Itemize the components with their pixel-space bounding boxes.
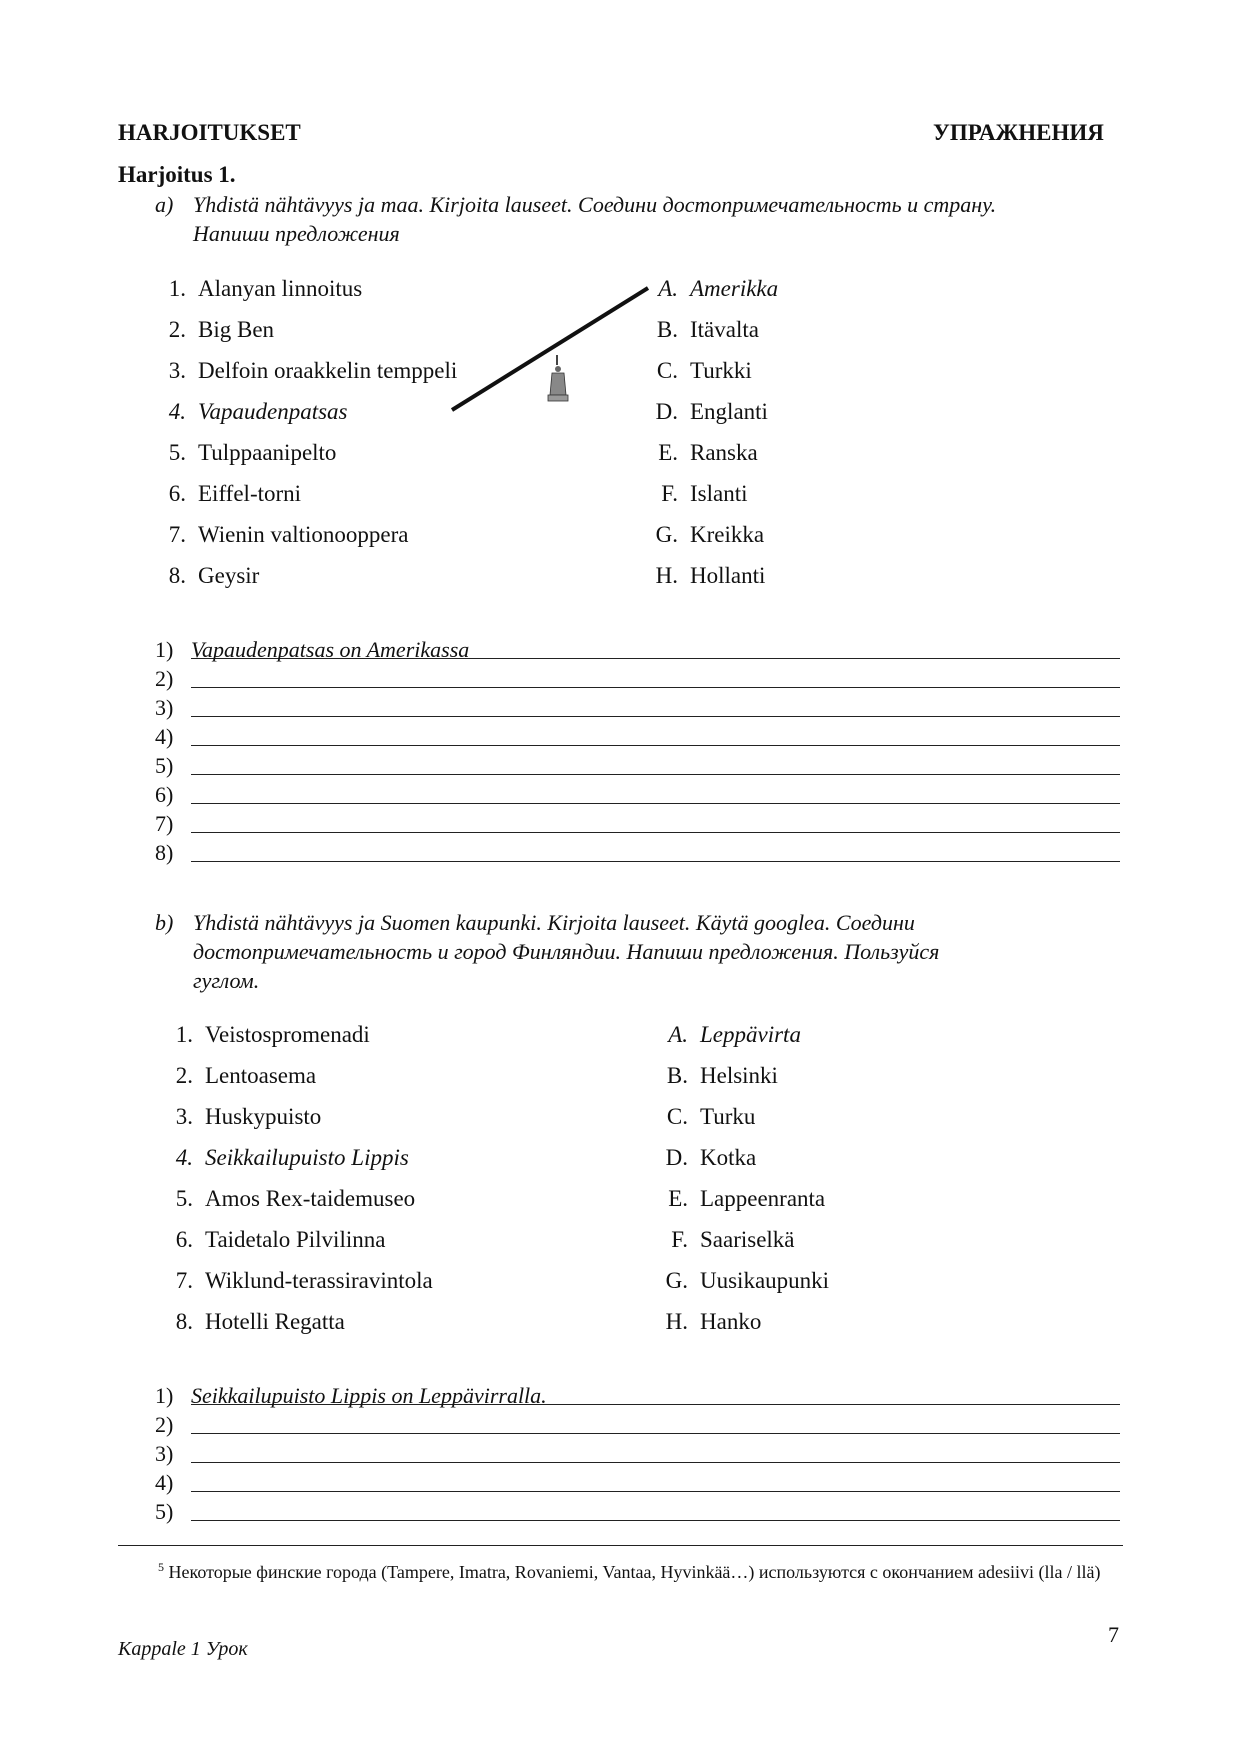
list-item: 8. Hotelli Regatta bbox=[175, 1309, 345, 1334]
footnote-divider bbox=[118, 1545, 1123, 1546]
answer-row: 6) bbox=[155, 781, 1120, 808]
list-item: E. Lappeenranta bbox=[668, 1186, 826, 1211]
part-b-sights-list bbox=[155, 1020, 655, 1348]
answer-line[interactable] bbox=[191, 839, 1120, 862]
part-a-label: a) bbox=[155, 192, 174, 217]
answer-row: 4) bbox=[155, 723, 1120, 750]
footnote bbox=[118, 1555, 1123, 1585]
footer-chapter: Kappale 1 Урок bbox=[118, 1638, 248, 1660]
list-item: C. Turkki bbox=[656, 358, 752, 383]
part-a-instruction-line1: Yhdistä nähtävyys ja maa. Kirjoita lauseet. Соедини достопримечательность и страну. bbox=[193, 192, 997, 217]
part-b-cities-list bbox=[648, 1020, 1048, 1348]
statue-of-liberty-icon bbox=[548, 355, 568, 401]
part-b-label: b) bbox=[155, 910, 174, 935]
list-item: C. Turku bbox=[666, 1104, 756, 1129]
answer-line[interactable] bbox=[191, 752, 1120, 775]
answer-line[interactable] bbox=[191, 694, 1120, 717]
part-b-instruction bbox=[155, 908, 1115, 998]
list-item: D. Englanti bbox=[655, 399, 768, 424]
answer-row: 8) bbox=[155, 839, 1120, 866]
list-item: 8. Geysir bbox=[168, 563, 260, 588]
part-a-answers bbox=[155, 636, 1125, 866]
list-item: 6. Taidetalo Pilvilinna bbox=[175, 1227, 386, 1252]
page-number: 7 bbox=[1108, 1622, 1119, 1647]
part-b-instruction-line3: гуглом. bbox=[193, 968, 260, 993]
list-item: 6. Eiffel-torni bbox=[168, 481, 302, 506]
part-a-countries-list bbox=[638, 274, 1038, 602]
header-left: HARJOITUKSET bbox=[118, 120, 301, 145]
answer-row: 7) bbox=[155, 810, 1120, 837]
list-item: 1. Alanyan linnoitus bbox=[168, 276, 363, 301]
answer-line[interactable] bbox=[191, 1440, 1120, 1463]
part-b-answers bbox=[155, 1382, 1125, 1527]
list-item: 7. Wiklund-terassiravintola bbox=[175, 1268, 433, 1293]
match-line-illustration bbox=[440, 280, 660, 440]
list-item: B. Itävalta bbox=[656, 317, 759, 342]
list-item: F. Islanti bbox=[661, 481, 748, 506]
list-item: B. Helsinki bbox=[666, 1063, 778, 1088]
part-b-instruction-line1: Yhdistä nähtävyys ja Suomen kaupunki. Kirjoita lauseet. Käytä googlea. Соедини bbox=[193, 910, 915, 935]
answer-line[interactable] bbox=[191, 781, 1120, 804]
answer-line[interactable] bbox=[191, 723, 1120, 746]
header-right: УПРАЖНЕНИЯ bbox=[933, 120, 1104, 145]
answer-line[interactable]: Seikkailupuisto Lippis on Leppävirralla. bbox=[191, 1382, 1120, 1405]
list-item: 1. Veistospromenadi bbox=[175, 1022, 370, 1047]
list-item: E. Ranska bbox=[658, 440, 758, 465]
exercise-title: Harjoitus 1. bbox=[118, 162, 236, 187]
answer-line[interactable] bbox=[191, 1411, 1120, 1434]
answer-row: 3) bbox=[155, 1440, 1120, 1467]
list-item: 2. Big Ben bbox=[168, 317, 275, 342]
answer-line[interactable] bbox=[191, 810, 1120, 833]
list-item: G. Kreikka bbox=[655, 522, 765, 547]
list-item: F. Saariselkä bbox=[671, 1227, 795, 1252]
list-item: 3. Delfoin oraakkelin temppeli bbox=[168, 358, 458, 383]
answer-row: 3) bbox=[155, 694, 1120, 721]
answer-row: 2) bbox=[155, 1411, 1120, 1438]
part-a-instruction-line2: Напиши предложения bbox=[193, 221, 400, 246]
answer-row: 4) bbox=[155, 1469, 1120, 1496]
list-item: 4. Vapaudenpatsas bbox=[168, 399, 348, 424]
answer-line[interactable] bbox=[191, 1469, 1120, 1492]
list-item: H. Hollanti bbox=[655, 563, 766, 588]
list-item: 5. Tulppaanipelto bbox=[168, 440, 337, 465]
list-item: 7. Wienin valtionooppera bbox=[168, 522, 409, 547]
list-item: 4. Seikkailupuisto Lippis bbox=[175, 1145, 409, 1170]
list-item: A. Leppävirta bbox=[668, 1022, 801, 1047]
footnote-marker: 5 bbox=[158, 1560, 164, 1574]
list-item: 2. Lentoasema bbox=[175, 1063, 317, 1088]
list-item: A. Amerikka bbox=[658, 276, 779, 301]
answer-row: 2) bbox=[155, 665, 1120, 692]
list-item: 5. Amos Rex-taidemuseo bbox=[175, 1186, 416, 1211]
answer-line[interactable]: Vapaudenpatsas on Amerikassa bbox=[191, 636, 1120, 659]
answer-row: 5) bbox=[155, 752, 1120, 779]
list-item: G. Uusikaupunki bbox=[665, 1268, 830, 1293]
answer-line[interactable] bbox=[191, 1498, 1120, 1521]
list-item: H. Hanko bbox=[665, 1309, 762, 1334]
part-b-instruction-line2: достопримечательность и город Финляндии. Напиши предложения. Пользуйся bbox=[193, 939, 940, 964]
answer-row: 5) bbox=[155, 1498, 1120, 1525]
part-a-instruction bbox=[155, 190, 1115, 250]
answer-row: 1) Vapaudenpatsas on Amerikassa bbox=[155, 636, 1120, 663]
answer-line[interactable] bbox=[191, 665, 1120, 688]
answer-row: 1) Seikkailupuisto Lippis on Leppävirralla. bbox=[155, 1382, 1120, 1409]
list-item: D. Kotka bbox=[665, 1145, 757, 1170]
footnote-text: Некоторые финские города (Tampere, Imatra, Rovaniemi, Vantaa, Hyvinkää…) используются с окончанием adesiivi (lla / llä) bbox=[168, 1562, 1101, 1582]
list-item: 3. Huskypuisto bbox=[175, 1104, 322, 1129]
